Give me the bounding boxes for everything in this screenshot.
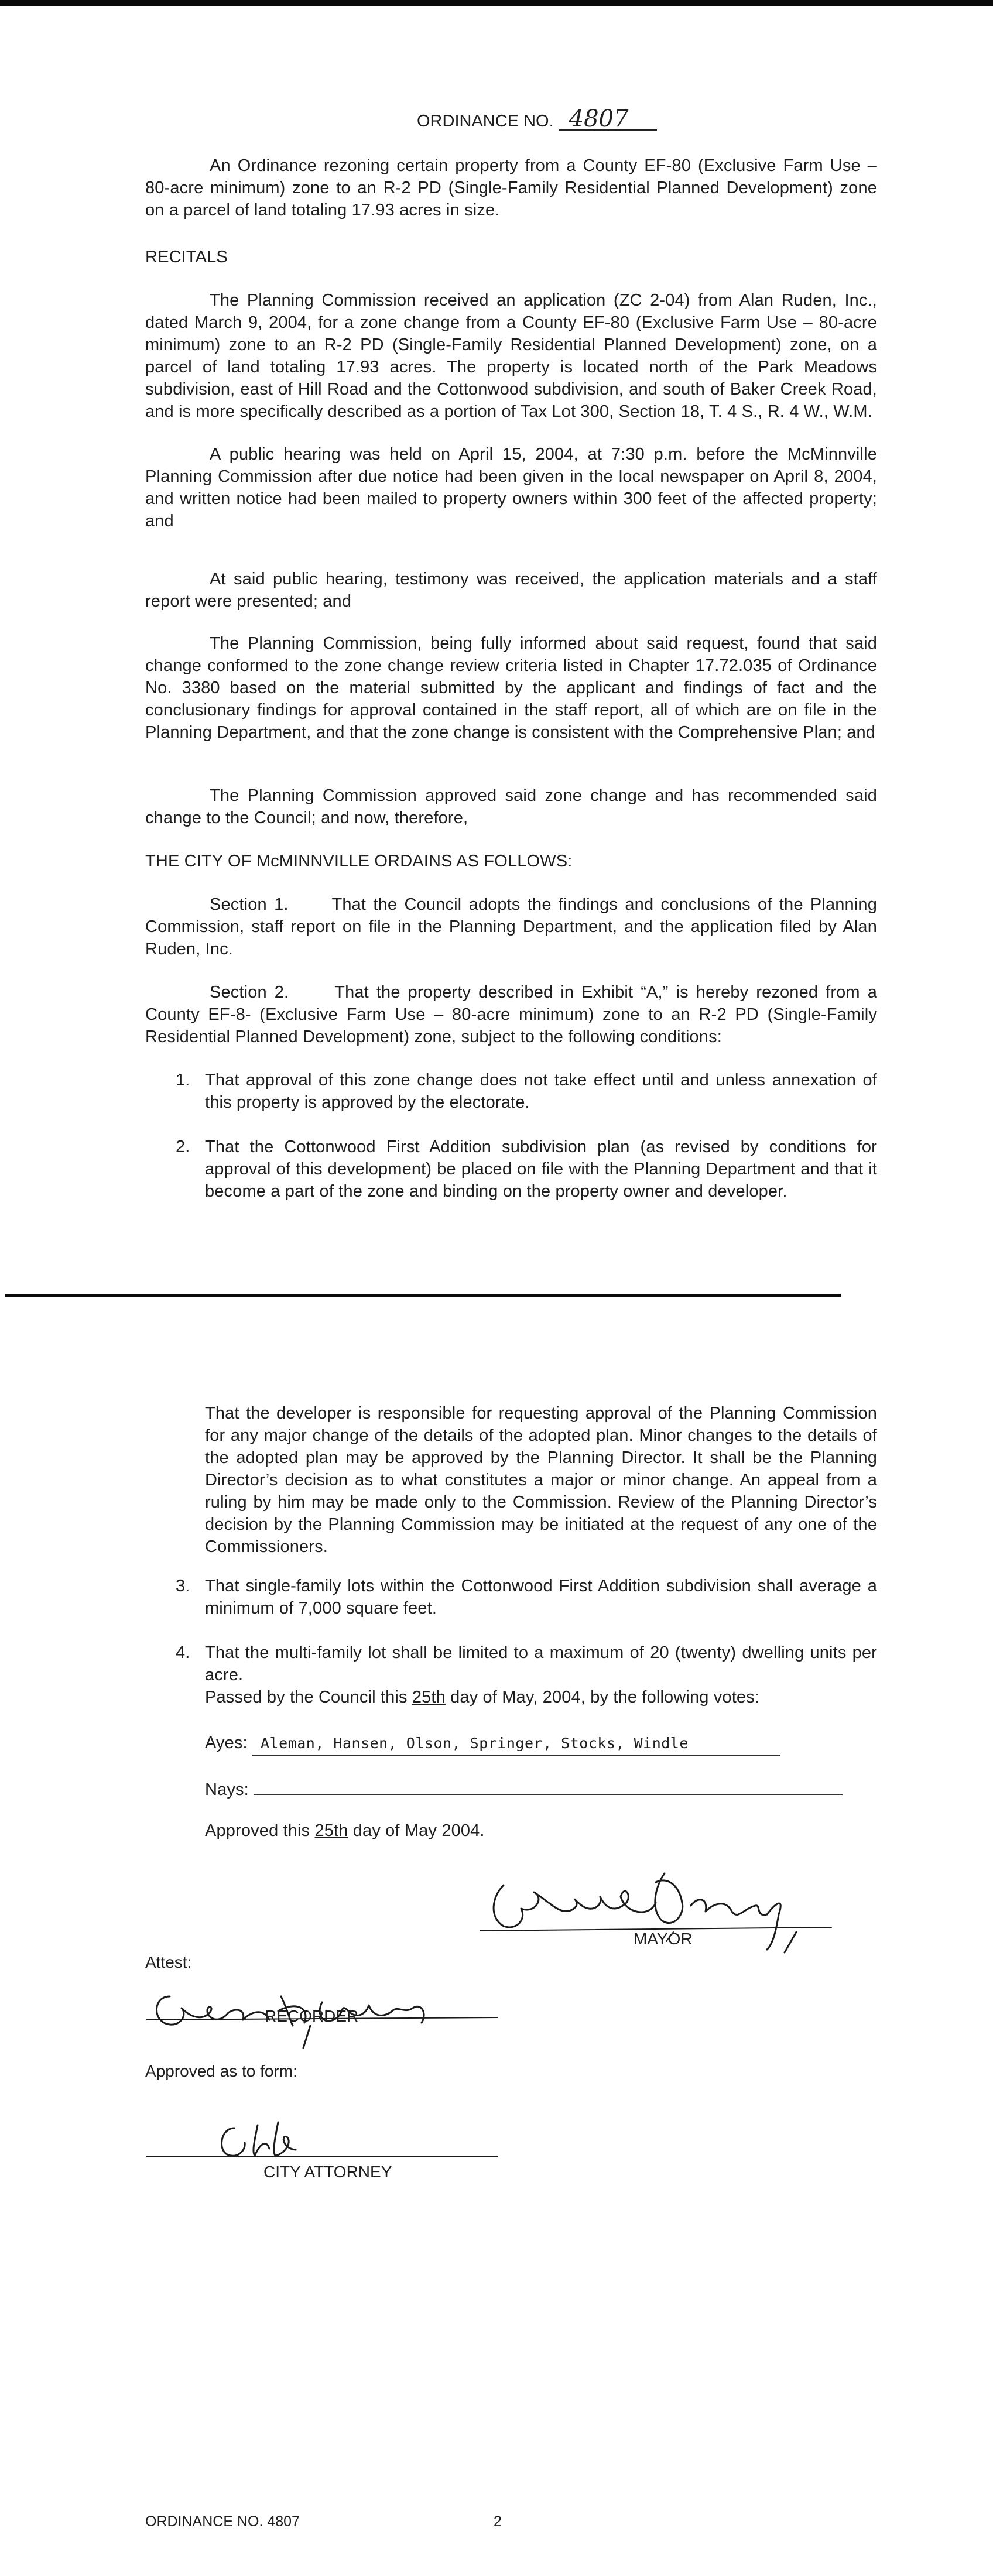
passed-statement	[205, 1686, 877, 1708]
conditions-list-page1	[145, 1069, 877, 1203]
recital-2	[145, 443, 877, 532]
approved-form-label: Approved as to form:	[145, 2062, 297, 2080]
attest-label: Attest:	[145, 1953, 192, 1971]
recital-4	[145, 632, 877, 744]
recitals-heading-text: RECITALS	[145, 248, 228, 266]
condition-4-number: 4.	[176, 1643, 190, 1662]
section-2-text: That the property described in Exhibit “A,” is hereby rezoned from a County EF-8- (Exclusive Farm Use – 80-acre minimum) zone to an R-2 PD (Single-Family Residential Planned Development) zone, subject to the following conditions:	[145, 983, 877, 1046]
recital-1	[145, 289, 877, 423]
ordains-heading-text: THE CITY OF McMINNVILLE ORDAINS AS FOLLOWS:	[145, 852, 573, 871]
recital-1-text: The Planning Commission received an application (ZC 2-04) from Alan Ruden, Inc., dated March 9, 2004, for a zone change from a County EF-80 (Exclusive Farm Use – 80-acre minimum) zone to an R-2 PD (Single-Family Residential Planned Development) zone, on a parcel of land totaling 17.93 acres. The property is located north of the Park Meadows subdivision, east of Hill Road and the Cottonwood subdivision, and south of Baker Creek Road, and is more specifically described as a portion of Tax Lot 300, Section 18, T. 4 S., R. 4 W., W.M.	[145, 291, 877, 421]
approved-statement	[205, 1820, 877, 1842]
condition-1-text: That approval of this zone change does not take effect until and unless annexation of this property is approved by the electorate.	[205, 1071, 877, 1112]
ayes-label: Ayes:	[205, 1734, 248, 1752]
intro-paragraph: An Ordinance rezoning certain property from a County EF-80 (Exclusive Farm Use – 80-acre minimum) zone to an R-2 PD (Single-Family Residential Planned Development) zone on a parcel of land totaling 17.93 acres in size.	[145, 156, 877, 220]
ayes-names: Aleman, Hansen, Olson, Springer, Stocks, Windle	[252, 1732, 780, 1756]
attorney-label: CITY ATTORNEY	[263, 2163, 392, 2181]
nays-label: Nays:	[205, 1780, 249, 1799]
recorder-label: RECORDER	[265, 2007, 359, 2025]
ordinance-number-handwritten: 4807	[559, 108, 657, 131]
condition-2-number: 2.	[176, 1138, 190, 1156]
approved-prefix: Approved this	[205, 1821, 310, 1840]
ordinance-title-prefix: ORDINANCE NO.	[417, 112, 554, 131]
condition-2	[145, 1136, 877, 1203]
approved-suffix: day of May 2004.	[352, 1821, 485, 1840]
recital-5	[145, 785, 877, 829]
recital-3	[145, 568, 877, 612]
condition-2-text: That the Cottonwood First Addition subdivision plan (as revised by conditions for approval of this development) be placed on file with the Planning Department and that it become a part of the zone and binding on the property owner and developer.	[205, 1138, 877, 1201]
section-2-label: Section 2.	[210, 983, 289, 1002]
recital-5-text: The Planning Commission approved said zone change and has recommended said change to the Council; and now, therefore,	[145, 786, 877, 827]
section-1-label: Section 1.	[210, 895, 289, 914]
section-1-text: That the Council adopts the findings and conclusions of the Planning Commission, staff report on file in the Planning Department, and the application filed by Alan Ruden, Inc.	[145, 895, 877, 958]
passed-prefix: Passed by the Council this	[205, 1688, 408, 1707]
condition-4-text: That the multi-family lot shall be limited to a maximum of 20 (twenty) dwelling units per acre.	[205, 1643, 877, 1684]
approved-day: 25th	[314, 1821, 348, 1840]
passed-suffix: day of May, 2004, by the following votes:	[450, 1688, 760, 1707]
recital-4-text: The Planning Commission, being fully informed about said request, found that said change conformed to the zone change review criteria listed in Chapter 17.72.035 of Ordinance No. 3380 based on the material submitted by the applicant and findings of fact and the conclusionary findings for approval contained in the staff report, all of which are on file in the Planning Department, and that the zone change is consistent with the Comprehensive Plan; and	[145, 634, 877, 742]
page-break-rule	[5, 1294, 841, 1297]
ordinance-title	[417, 105, 657, 132]
passed-day: 25th	[412, 1688, 446, 1707]
continuation-text: That the developer is responsible for requesting approval of the Planning Commission for any major change of the details of the adopted plan. Minor changes to the details of the adopted plan may be approved by the Planning Director. It shall be the Planning Director’s decision as to what constitutes a major or minor change. An appeal from a ruling by him may be made only to the Commission. Review of the Planning Director’s decision by the Planning Commission may be initiated at the request of any one of the Commissioners.	[205, 1404, 877, 1556]
ayes-line	[205, 1732, 877, 1756]
ordinance-intro	[145, 155, 877, 221]
condition-4	[145, 1642, 877, 1686]
condition-1	[145, 1069, 877, 1114]
attorney-signature-handwritten	[146, 2108, 498, 2166]
mayor-label: MAYOR	[634, 1930, 693, 1948]
condition-3-number: 3.	[176, 1577, 190, 1595]
page-top-rule	[0, 0, 993, 6]
condition-3	[145, 1575, 877, 1619]
nays-line	[205, 1775, 877, 1801]
section-1	[145, 893, 877, 960]
footer-ordinance-number: ORDINANCE NO. 4807	[145, 2513, 300, 2530]
footer-page-number: 2	[494, 2513, 502, 2530]
condition-3-text: That single-family lots within the Cottonwood First Addition subdivision shall average a minimum of 7,000 square feet.	[205, 1577, 877, 1618]
recitals-heading	[145, 246, 877, 268]
recital-2-text: A public hearing was held on April 15, 2004, at 7:30 p.m. before the McMinnville Planning Commission after due notice had been given in the local newspaper on April 8, 2004, and written notice had been mailed to property owners within 300 feet of the affected property; and	[145, 445, 877, 530]
condition-2-continuation	[205, 1402, 877, 1558]
ordains-heading	[145, 850, 877, 872]
recital-3-text: At said public hearing, testimony was received, the application materials and a staff report were presented; and	[145, 570, 877, 611]
condition-1-number: 1.	[176, 1071, 190, 1090]
section-2	[145, 981, 877, 1048]
conditions-list-page2	[145, 1575, 877, 1686]
nays-names	[254, 1775, 843, 1795]
